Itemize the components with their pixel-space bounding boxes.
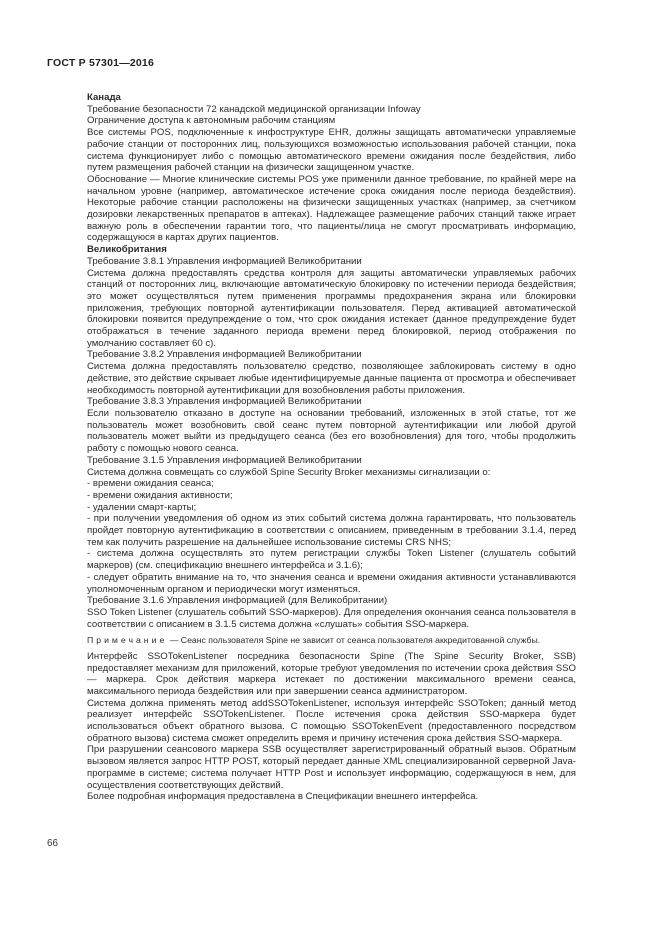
paragraph: Система должна применять метод addSSOTokenListener, используя интерфейс SSOToken; данный метод реализует интерфейс SSOTokenListener. После истечения срока действия SSO-маркера будет использоваться объект обратного вызова. С помощью SSOTokenEvent (предоставленного посредством обратного вызова) система сможет определить время и причину истечения срока действия SSO-маркера. <box>87 697 576 744</box>
paragraph: При разрушении сеансового маркера SSB осуществляет зарегистрированный обратный вызов. Обратным вызовом является запрос HTTP POST, который передает данные XML специализированной серверной Java-программе в системе; система получает HTTP Post и использует информацию, содержащуюся в нем, для осуществления соответствующих действий. <box>87 744 576 791</box>
paragraph: - времени ожидания активности; <box>87 489 233 501</box>
paragraph: Все системы POS, подключенные к инфоструктуре EHR, должны защищать автоматически управляемые рабочие станции от посторонних лиц, пользующихся возможностью использования рабочей станции, пока система функционирует либо с помощью автоматического времени ожидания после бездействия, либо путем размещения рабочей станции на физически защищенном участке. <box>87 127 576 174</box>
paragraph: Если пользователю отказано в доступе на основании требований, изложенных в этой статье, тот же пользователь может возобновить свой сеанс путем повторной аутентификации или любой другой пользователь может выйти из предыдущего сеанса (без его возобновления) для того, чтобы продолжить работу с помощью нового сеанса. <box>87 407 576 455</box>
paragraph: Требование 3.1.5 Управления информацией Великобритании <box>87 454 362 466</box>
paragraph: Ограничение доступа к автономным рабочим станциям <box>87 115 336 127</box>
document-body <box>87 92 576 803</box>
paragraph: Система должна совмещать со службой Spine Security Broker механизмы сигнализации о: <box>87 466 491 478</box>
document-header: ГОСТ Р 57301—2016 <box>47 57 155 69</box>
page-number: 66 <box>47 838 58 849</box>
paragraph: Требование безопасности 72 канадской медицинской организации Infoway <box>87 103 421 115</box>
paragraph: SSO Token Listener (слушатель событий SSO-маркеров). Для определения окончания сеанса пользователя в соответствии с описанием в 3.1.5 система должна «слушать» события SSO-маркера. <box>87 606 576 630</box>
section-heading: Канада <box>87 92 121 103</box>
note-label: Примечание <box>87 635 168 646</box>
paragraph: Более подробная информация предоставлена в Спецификации внешнего интерфейса. <box>87 791 479 803</box>
paragraph: Требование 3.1.6 Управления информацией (для Великобритании) <box>87 595 388 607</box>
paragraph: Требование 3.8.2 Управления информацией Великобритании <box>87 349 362 361</box>
paragraph: Интерфейс SSOTokenListener посредника безопасности Spine (The Spine Security Broker, SSB) предоставляет механизм для приложений, которые требуют уведомления по истечении срока действия SSO — маркера. Срок действия маркера истекает по достижении максимального времени сеанса, максимального периода бездействия или при завершении сеанса администратором. <box>87 650 576 697</box>
paragraph: Система должна предоставлять средства контроля для защиты автоматически управляемых рабочих станций от посторонних лиц, включающие автоматическую блокировку по истечении периода бездействия; это может осуществляться путем применения программы предохранения экрана или блокировки приложения, требующих повторной аутентификации пользователя. Перед активацией автоматической блокировки появится предупреждение о том, что срок ожидания истекает (данное предупреждение будет отображаться в течение заданного периода времени перед блокировкой, период отображения по умолчанию составляет 60 с). <box>87 267 576 349</box>
paragraph: - при получении уведомления об одном из этих событий система должна гарантировать, что пользователь пройдет повторную аутентификацию в соответствии с описанием, приведенным в требовании 3.1.4, перед тем как получить разрешение на дальнейшее использование системы CRS NHS; <box>87 513 576 548</box>
paragraph: Требование 3.8.3 Управления информацией Великобритании <box>87 396 362 408</box>
paragraph: - следует обратить внимание на то, что значения сеанса и времени ожидания активности устанавливаются уполномоченным органом и периодически могут изменяться. <box>87 571 576 595</box>
paragraph: - удалении смарт-карты; <box>87 501 197 513</box>
paragraph: Система должна предоставлять пользователю средство, позволяющее заблокировать систему в одно действие, это действие скрывает любые идентифицируемые данные пациента от просмотра и обеспечивает необходимость повторной аутентификации для возобновления работы приложения. <box>87 361 576 396</box>
paragraph: - система должна осуществлять это путем регистрации службы Token Listener (слушатель событий маркеров) (см. спецификацию внешнего интерфейса и 3.1.6); <box>87 548 576 572</box>
paragraph: Требование 3.8.1 Управления информацией Великобритании <box>87 255 362 267</box>
paragraph: Обоснование — Многие клинические системы POS уже применили данное требование, по крайней мере на начальном уровне (например, автоматическое истечение срока ожидания после периода бездействия). Некоторые рабочие станции расположены на физически защищенных участках (например, за счетчиком дозировки лекарственных препаратов в аптеках). Надлежащее размещение рабочих станций также играет важную роль в обеспечении гарантии того, что пациенты/лица не смогут просматривать информацию, содержащуюся в картах других пациентов. <box>87 173 576 244</box>
note: Примечание — Сеанс пользователя Spine не зависит от сеанса пользователя аккредитованной службы. <box>87 635 541 646</box>
section-heading: Великобритания <box>87 244 167 256</box>
paragraph: - времени ожидания сеанса; <box>87 478 214 490</box>
